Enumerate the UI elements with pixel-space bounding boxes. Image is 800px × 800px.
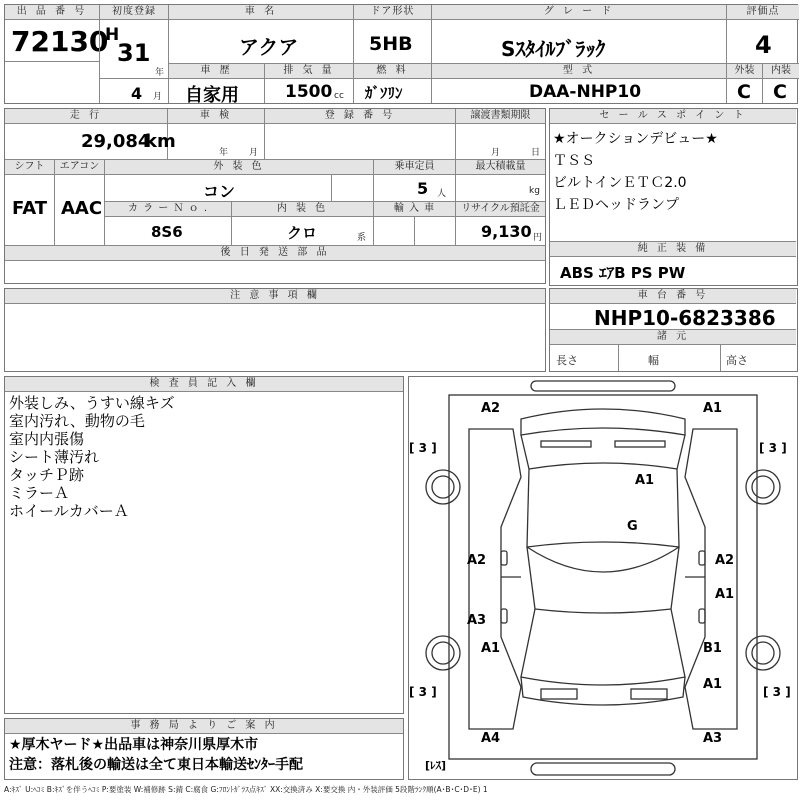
displacement-label: 排 気 量 [265, 64, 353, 79]
shift-value: FAT [12, 198, 48, 219]
lot-label: 出 品 番 号 [5, 5, 99, 20]
dims-label: 諸 元 [550, 330, 796, 345]
recycle-label: リサイクル預託金 [456, 202, 545, 217]
width-label: 幅 [648, 354, 659, 367]
selling-points-panel [549, 108, 798, 286]
transfer-label: 譲渡書類期限 [456, 109, 545, 124]
car-diagram-panel [408, 376, 798, 780]
displacement-unit: cc [334, 91, 344, 101]
month-value: 4 [131, 84, 143, 103]
damage-mark: A4 [481, 731, 501, 746]
transfer-day-unit: 日 [531, 148, 541, 158]
selling-point-item: ビルトインＥＴＣ2.0 [553, 175, 687, 191]
model-value: DAA-NHP10 [529, 82, 642, 102]
car-diagram [409, 377, 797, 779]
office-line-2: 注意：落札後の輸送は全て東日本輸送ｾﾝﾀｰ手配 [9, 757, 303, 773]
inspector-panel [4, 376, 404, 714]
damage-mark: A1 [703, 401, 723, 416]
selling-point-item: ＴＳＳ [553, 153, 595, 169]
header-panel [4, 4, 798, 104]
damage-mark: A3 [467, 613, 487, 628]
selling-point-item: ★オークションデビュー★ [553, 131, 718, 147]
ac-label: エアコン [55, 160, 104, 175]
fuel-value: ｶﾞｿﾘﾝ [365, 84, 403, 102]
year-unit: 年 [155, 68, 165, 78]
int-color-label: 内 装 色 [232, 202, 373, 217]
history-label: 車 歴 [169, 64, 264, 79]
damage-mark: A1 [635, 473, 655, 488]
exterior-value: C [737, 81, 751, 103]
car-name-label: 車 名 [169, 5, 353, 20]
selling-point-item: ＬＥＤヘッドランプ [553, 197, 679, 213]
damage-mark: A3 [703, 731, 723, 746]
chassis-value: NHP10-6823386 [594, 306, 776, 330]
inspector-line: シート薄汚れ [9, 448, 100, 466]
inspection-label: 車 検 [168, 109, 264, 124]
grade-label: グ レ ー ド [432, 5, 726, 20]
capacity-label: 乗車定員 [374, 160, 455, 175]
interior-label: 内装 [763, 64, 799, 79]
equipment-value: ABS ｴｱB PS PW [560, 264, 686, 282]
transfer-month-unit: 月 [491, 148, 501, 158]
car-name-value: アクア [239, 35, 299, 59]
score-label: 評価点 [727, 5, 799, 20]
displacement-value: 1500 [285, 82, 333, 102]
lot-number: 72130 [11, 25, 109, 58]
int-color-unit: 系 [357, 233, 367, 243]
interior-value: C [773, 81, 787, 103]
first-reg-label: 初度登録 [100, 5, 168, 20]
inspection-year-unit: 年 [219, 148, 229, 158]
mileage-unit: km [145, 131, 176, 152]
length-label: 長さ [556, 354, 578, 367]
inspector-line: 室内内張傷 [9, 430, 85, 448]
inspection-month-unit: 月 [249, 148, 259, 158]
damage-mark: B1 [703, 641, 722, 656]
score-value: 4 [755, 31, 772, 59]
tire-mark: [ 3 ] [409, 441, 437, 455]
tire-mark: [ 3 ] [759, 441, 787, 455]
chassis-panel [549, 288, 798, 372]
ext-color-label: 外 装 色 [105, 160, 373, 175]
office-line-1: ★厚木ヤード★出品車は神奈川県厚木市 [9, 737, 259, 753]
tire-mark: [ 3 ] [763, 685, 791, 699]
tire-mark: [ 3 ] [409, 685, 437, 699]
damage-mark: A2 [481, 401, 501, 416]
era-value: H [105, 25, 120, 45]
details-panel [4, 108, 546, 284]
load-unit: kg [529, 186, 540, 196]
damage-mark: A2 [467, 553, 487, 568]
damage-mark: A1 [703, 677, 723, 692]
shift-label: シフト [5, 160, 54, 175]
recycle-value: 9,130 [481, 222, 532, 241]
capacity-unit: 人 [437, 189, 447, 199]
year-value: 31 [117, 39, 151, 67]
office-panel [4, 718, 404, 780]
damage-mark: A1 [715, 587, 735, 602]
regno-label: 登 録 番 号 [265, 109, 455, 124]
inspector-line: 外装しみ、うすい線キズ [9, 394, 175, 412]
month-unit: 月 [153, 92, 163, 102]
chassis-label: 車 台 番 号 [550, 289, 796, 304]
color-no-label: カ ラ ー Ｎ ｏ . [105, 202, 231, 217]
damage-mark: G [627, 519, 638, 534]
notes-panel [4, 288, 546, 372]
capacity-value: 5 [417, 179, 429, 198]
door-value: 5HB [369, 33, 413, 55]
inspector-line: 室内汚れ、動物の毛 [9, 412, 145, 430]
inspector-line: タッチＰ跡 [9, 466, 85, 484]
history-value: 自家用 [185, 85, 239, 106]
ac-value: AAC [61, 198, 103, 219]
int-color-value: クロ [287, 224, 318, 242]
notes-label: 注 意 事 項 欄 [5, 289, 545, 304]
spare-tire-label: [ﾚｽ] [425, 759, 447, 772]
recycle-unit: 円 [533, 233, 543, 243]
import-label: 輸 入 車 [374, 202, 455, 217]
grade-value: Sｽﾀｲﾙﾌﾞﾗｯｸ [501, 37, 606, 61]
office-label: 事 務 局 よ り ご 案 内 [5, 719, 403, 734]
model-label: 型 式 [432, 64, 726, 79]
mileage-value: 29,084 [81, 131, 151, 152]
damage-mark: A2 [715, 553, 735, 568]
load-label: 最大積載量 [456, 160, 545, 175]
equipment-label: 純 正 装 備 [550, 242, 796, 257]
inspector-line: ホイールカバーＡ [9, 502, 129, 520]
exterior-label: 外装 [727, 64, 762, 79]
height-label: 高さ [726, 354, 748, 367]
door-label: ドア形状 [354, 5, 431, 20]
inspector-label: 検 査 員 記 入 欄 [5, 377, 403, 392]
inspector-line: ミラーＡ [9, 484, 70, 502]
color-no-value: 8S6 [151, 223, 183, 241]
fuel-label: 燃 料 [354, 64, 431, 79]
later-parts-label: 後 日 発 送 部 品 [5, 246, 545, 261]
damage-legend: A:ｷｽﾞ U:ﾍｺﾐ B:ｷｽﾞを伴うﾍｺﾐ P:要塗装 W:補修跡 S:錆 C:腐食 G:ﾌﾛﾝﾄｶﾞﾗｽ点ｷｽﾞ XX:交換済み X:要交換 内・外装評価 5段階ﾗﾝｸ順(A･B･C･D･E) 1 [4, 785, 488, 794]
damage-mark: A1 [481, 641, 501, 656]
selling-points-label: セ ー ル ス ポ イ ン ト [550, 109, 796, 124]
mileage-label: 走 行 [5, 109, 167, 124]
ext-color-value: コン [203, 182, 236, 201]
